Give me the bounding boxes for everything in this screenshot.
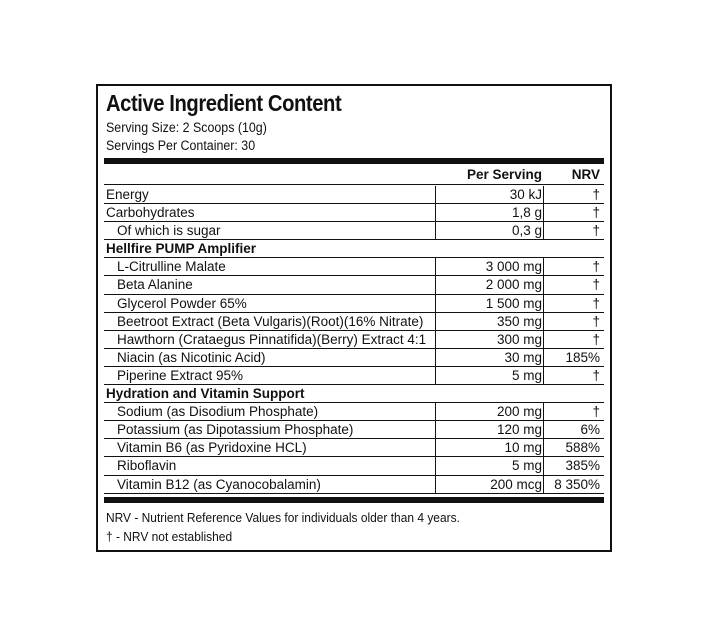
table-row bbox=[104, 403, 604, 421]
nrv-value: † bbox=[592, 259, 600, 275]
per-serving-value: 10 mg bbox=[504, 440, 542, 456]
nrv-value: † bbox=[592, 313, 600, 329]
ingredient-name: Glycerol Powder 65% bbox=[117, 295, 247, 311]
column-divider bbox=[435, 204, 436, 222]
table-row bbox=[104, 439, 604, 457]
nrv-value: † bbox=[592, 277, 600, 293]
per-serving-value: 5 mg bbox=[511, 458, 542, 474]
column-divider bbox=[435, 457, 436, 475]
table-row bbox=[104, 186, 604, 204]
ingredient-name: Energy bbox=[106, 187, 149, 202]
column-divider bbox=[543, 403, 544, 421]
panel-title: Active Ingredient Content bbox=[106, 90, 342, 116]
nrv-value: † bbox=[592, 404, 600, 420]
ingredient-name: Hellfire PUMP Amplifier bbox=[106, 241, 257, 257]
nrv-value: † bbox=[592, 187, 600, 202]
nrv-value: † bbox=[592, 367, 600, 383]
ingredient-name: Piperine Extract 95% bbox=[117, 367, 244, 383]
column-divider bbox=[435, 421, 436, 439]
column-divider bbox=[435, 476, 436, 494]
ingredient-name: Of which is sugar bbox=[117, 223, 221, 239]
per-serving-value: 30 mg bbox=[504, 349, 542, 365]
column-divider bbox=[543, 476, 544, 494]
column-divider bbox=[435, 439, 436, 457]
column-divider bbox=[435, 222, 436, 240]
ingredient-name: Hydration and Vitamin Support bbox=[106, 386, 305, 402]
table-row bbox=[104, 204, 604, 222]
section-row bbox=[104, 385, 604, 403]
table-row bbox=[104, 276, 604, 294]
table-row bbox=[104, 349, 604, 367]
column-divider bbox=[543, 331, 544, 349]
column-divider bbox=[435, 313, 436, 331]
table-row bbox=[104, 457, 604, 475]
column-divider bbox=[543, 186, 544, 204]
nutrition-panel bbox=[96, 84, 612, 552]
column-divider bbox=[435, 186, 436, 204]
per-serving-value: 5 mg bbox=[511, 367, 542, 383]
column-divider bbox=[435, 331, 436, 349]
table-row bbox=[104, 258, 604, 276]
table-row bbox=[104, 222, 604, 240]
per-serving-value: 120 mg bbox=[496, 422, 542, 438]
per-serving-header: Per Serving bbox=[466, 167, 542, 182]
per-serving-value: 1 500 mg bbox=[485, 295, 542, 311]
column-divider bbox=[543, 295, 544, 313]
footnote-dagger: † - NRV not established bbox=[106, 529, 233, 544]
table-row bbox=[104, 295, 604, 313]
column-divider bbox=[543, 313, 544, 331]
ingredient-name: Vitamin B6 (as Pyridoxine HCL) bbox=[117, 440, 307, 456]
nrv-value: † bbox=[592, 205, 600, 221]
per-serving-value: 350 mg bbox=[496, 313, 542, 329]
column-divider bbox=[435, 258, 436, 276]
column-divider bbox=[543, 276, 544, 294]
column-divider bbox=[543, 204, 544, 222]
table-row bbox=[104, 476, 604, 494]
per-serving-value: 3 000 mg bbox=[485, 259, 542, 275]
table-row bbox=[104, 367, 604, 385]
column-divider bbox=[435, 276, 436, 294]
column-divider bbox=[435, 403, 436, 421]
per-serving-value: 2 000 mg bbox=[485, 277, 542, 293]
per-serving-value: 30 kJ bbox=[509, 187, 542, 202]
top-divider bbox=[104, 158, 604, 164]
ingredient-name: Beetroot Extract (Beta Vulgaris)(Root)(16% Nitrate) bbox=[117, 313, 424, 329]
ingredient-name: Vitamin B12 (as Cyanocobalamin) bbox=[117, 476, 321, 492]
ingredient-name: Riboflavin bbox=[117, 458, 177, 474]
nrv-value: † bbox=[592, 331, 600, 347]
ingredient-name: L-Citrulline Malate bbox=[117, 259, 226, 275]
column-divider bbox=[435, 349, 436, 367]
serving-size: Serving Size: 2 Scoops (10g) bbox=[106, 120, 267, 135]
ingredient-name: Carbohydrates bbox=[106, 205, 195, 221]
table-row bbox=[104, 421, 604, 439]
column-divider bbox=[543, 258, 544, 276]
ingredient-name: Sodium (as Disodium Phosphate) bbox=[117, 404, 319, 420]
footnote-nrv: NRV - Nutrient Reference Values for individuals older than 4 years. bbox=[106, 510, 460, 525]
column-divider bbox=[543, 439, 544, 457]
bottom-divider bbox=[104, 497, 604, 503]
per-serving-value: 200 mcg bbox=[490, 476, 542, 492]
servings-per-container: Servings Per Container: 30 bbox=[106, 138, 256, 153]
column-divider bbox=[543, 457, 544, 475]
column-divider bbox=[543, 367, 544, 385]
nrv-header: NRV bbox=[571, 167, 600, 182]
ingredient-name: Beta Alanine bbox=[117, 277, 193, 293]
nrv-value: † bbox=[592, 223, 600, 239]
column-divider bbox=[435, 367, 436, 385]
ingredient-name: Potassium (as Dipotassium Phosphate) bbox=[117, 422, 354, 438]
column-divider bbox=[543, 222, 544, 240]
ingredient-table bbox=[104, 186, 604, 494]
nrv-value: 185% bbox=[565, 349, 600, 365]
column-divider bbox=[543, 349, 544, 367]
per-serving-value: 300 mg bbox=[496, 331, 542, 347]
table-header bbox=[104, 166, 604, 185]
nrv-value: 385% bbox=[565, 458, 600, 474]
nrv-value: 588% bbox=[565, 440, 600, 456]
table-row bbox=[104, 331, 604, 349]
section-row bbox=[104, 240, 604, 258]
column-divider bbox=[543, 421, 544, 439]
table-row bbox=[104, 313, 604, 331]
per-serving-value: 1,8 g bbox=[511, 205, 542, 221]
nrv-value: 6% bbox=[580, 422, 600, 438]
nrv-value: 8 350% bbox=[554, 476, 600, 492]
nrv-value: † bbox=[592, 295, 600, 311]
ingredient-name: Hawthorn (Crataegus Pinnatifida)(Berry) Extract 4:1 bbox=[117, 331, 427, 347]
column-divider bbox=[435, 295, 436, 313]
per-serving-value: 200 mg bbox=[496, 404, 542, 420]
ingredient-name: Niacin (as Nicotinic Acid) bbox=[117, 349, 266, 365]
per-serving-value: 0,3 g bbox=[511, 223, 542, 239]
